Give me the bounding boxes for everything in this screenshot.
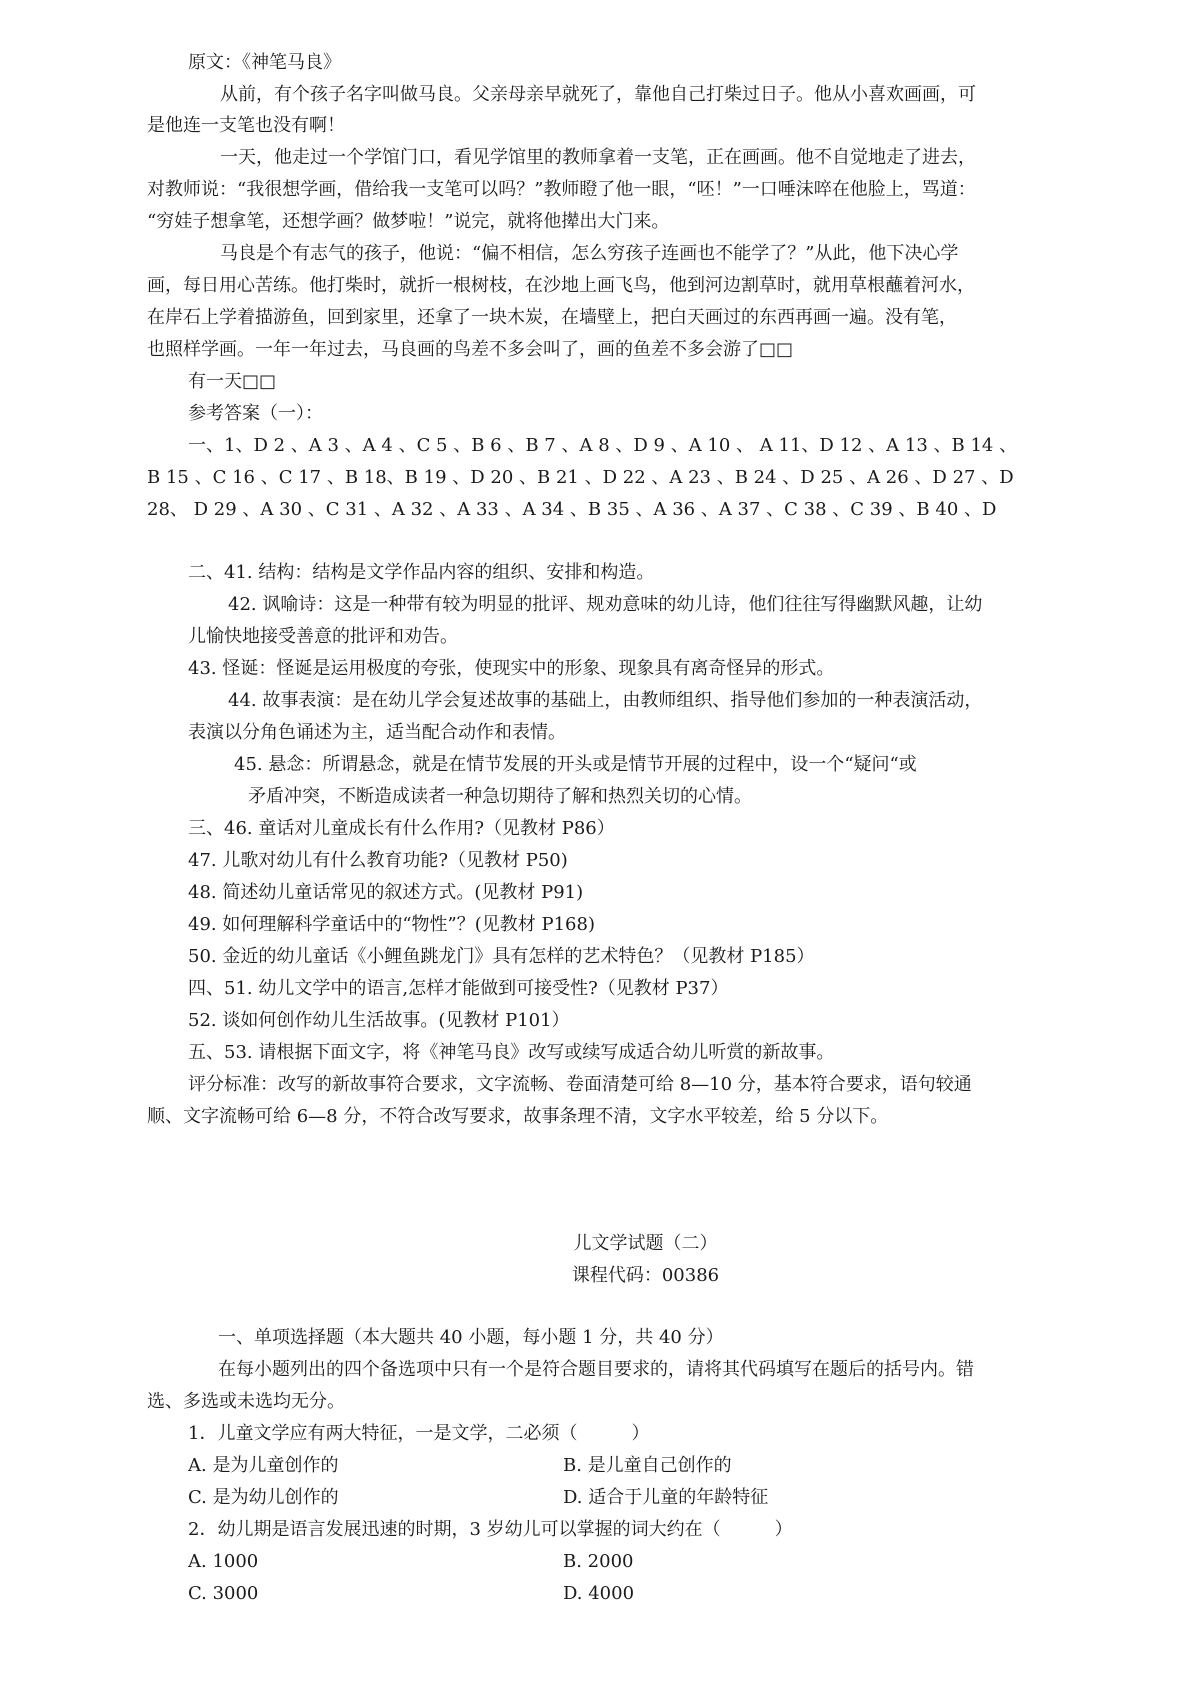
short-answer: 四、51. 幼儿文学中的语言,怎样才能做到可接受性?（见教材 P37） [188, 978, 729, 999]
story-line: 马良是个有志气的孩子，他说：“偏不相信，怎么穷孩子连画也不能学了？”从此，他下决心学 [220, 243, 959, 264]
story-line: 对教师说：“我很想学画，借给我一支笔可以吗？”教师瞪了他一眼，“呸！”一口唾沫啐在他脸上，骂道： [147, 179, 976, 200]
story-line: 在岸石上学着描游鱼，回到家里，还拿了一块木炭，在墙壁上，把白天画过的东西再画一遍。没有笔， [147, 307, 957, 328]
story-line: 画，每日用心苦练。他打柴时，就折一根树枝，在沙地上画飞鸟，他到河边割草时，就用草根蘸着河水， [147, 275, 975, 296]
story-line: 从前，有个孩子名字叫做马良。父亲母亲早就死了，靠他自己打柴过日子。他从小喜欢画画，可 [220, 84, 976, 105]
story-line: “穷娃子想拿笔，还想学画？做梦啦！”说完，就将他撵出大门来。 [147, 211, 670, 232]
section-heading: 一、单项选择题（本大题共 40 小题，每小题 1 分，共 40 分） [218, 1327, 724, 1348]
story-line: 是他连一支笔也没有啊！ [147, 115, 345, 136]
term-answer: 43. 怪诞：怪诞是运用极度的夸张，使现实中的形象、现象具有离奇怪异的形式。 [188, 658, 835, 679]
q2-option-c: C. 3000 [188, 1583, 259, 1604]
term-answer: 42. 讽喻诗：这是一种带有较为明显的批评、规劝意味的幼儿诗，他们往往写得幽默风趣，让幼 [228, 594, 983, 615]
short-answer: 五、53. 请根据下面文字，将《神笔马良》改写或续写成适合幼儿听赏的新故事。 [188, 1042, 835, 1063]
term-answer: 表演以分角色诵述为主，适当配合动作和表情。 [188, 722, 566, 743]
term-answer: 儿愉快地接受善意的批评和劝告。 [188, 626, 458, 647]
term-answer: 矛盾冲突，不断造成读者一种急切期待了解和热烈关切的心情。 [248, 786, 752, 807]
exam-title: 儿文学试题（二） [573, 1233, 718, 1254]
term-answer: 44. 故事表演：是在幼儿学会复述故事的基础上，由教师组织、指导他们参加的一种表演活动， [228, 690, 983, 711]
q1-option-a: A. 是为儿童创作的 [188, 1455, 339, 1476]
mc-answer-line: 一、1、D 2 、A 3 、A 4 、C 5 、B 6 、B 7 、A 8 、D 9 、A 10 、 A 11、D 12 、A 13 、B 14 、 [188, 435, 1018, 456]
question-2: 2．幼儿期是语言发展迅速的时期，3 岁幼儿可以掌握的词大约在（ ） [188, 1519, 793, 1540]
story-line: 有一天□□ [188, 371, 277, 392]
term-answer: 45. 悬念：所谓悬念，就是在情节发展的开头或是情节开展的过程中，设一个“疑问“或 [234, 754, 917, 775]
course-code: 课程代码：00386 [571, 1265, 720, 1286]
grading-criteria: 顺、文字流畅可给 6—8 分，不符合改写要求，故事条理不清，文字水平较差，给 5 分以下。 [147, 1106, 889, 1127]
q1-option-b: B. 是儿童自己创作的 [563, 1455, 732, 1476]
short-answer: 三、46. 童话对儿童成长有什么作用?（见教材 P86） [188, 818, 615, 839]
short-answer: 47. 儿歌对幼儿有什么教育功能?（见教材 P50) [188, 850, 568, 871]
q2-option-d: D. 4000 [563, 1583, 635, 1604]
q1-option-c: C. 是为幼儿创作的 [188, 1487, 339, 1508]
q2-option-b: B. 2000 [563, 1551, 634, 1572]
term-answer: 二、41. 结构：结构是文学作品内容的组织、安排和构造。 [188, 562, 655, 583]
short-answer: 50. 金近的幼儿童话《小鲤鱼跳龙门》具有怎样的艺术特色？（见教材 P185） [188, 946, 815, 967]
short-answer: 49. 如何理解科学童话中的“物性”？(见教材 P168) [188, 914, 595, 935]
mc-answer-line: 28、 D 29 、A 30 、C 31 、A 32 、A 33 、A 34 、B 35 、A 36 、A 37 、C 38 、C 39 、B 40 、D [147, 499, 997, 520]
short-answer: 48. 简述幼儿童话常见的叙述方式。(见教材 P91) [188, 882, 584, 903]
q1-option-d: D. 适合于儿童的年龄特征 [563, 1487, 769, 1508]
question-1: 1．儿童文学应有两大特征，一是文学，二必须（ ） [188, 1423, 650, 1444]
short-answer: 52. 谈如何创作幼儿生活故事。(见教材 P101） [188, 1010, 570, 1031]
story-title: 原文：《神笔马良》 [188, 52, 341, 73]
mc-answer-line: B 15 、C 16 、C 17 、B 18、B 19 、D 20 、B 21 、D 22 、A 23 、B 24 、D 25 、A 26 、D 27 、D [147, 467, 1014, 488]
instructions: 在每小题列出的四个备选项中只有一个是符合题目要求的，请将其代码填写在题后的括号内。错 [218, 1359, 974, 1380]
answers-heading: 参考答案（一）： [188, 403, 323, 424]
story-line: 也照样学画。一年一年过去，马良画的鸟差不多会叫了，画的鱼差不多会游了□□ [147, 339, 794, 360]
grading-criteria: 评分标准：改写的新故事符合要求，文字流畅、卷面清楚可给 8—10 分，基本符合要求，语句较通 [188, 1074, 972, 1095]
q2-option-a: A. 1000 [188, 1551, 259, 1572]
instructions: 选、多选或未选均无分。 [147, 1391, 345, 1412]
story-line: 一天，他走过一个学馆门口，看见学馆里的教师拿着一支笔，正在画画。他不自觉地走了进去， [220, 147, 976, 168]
